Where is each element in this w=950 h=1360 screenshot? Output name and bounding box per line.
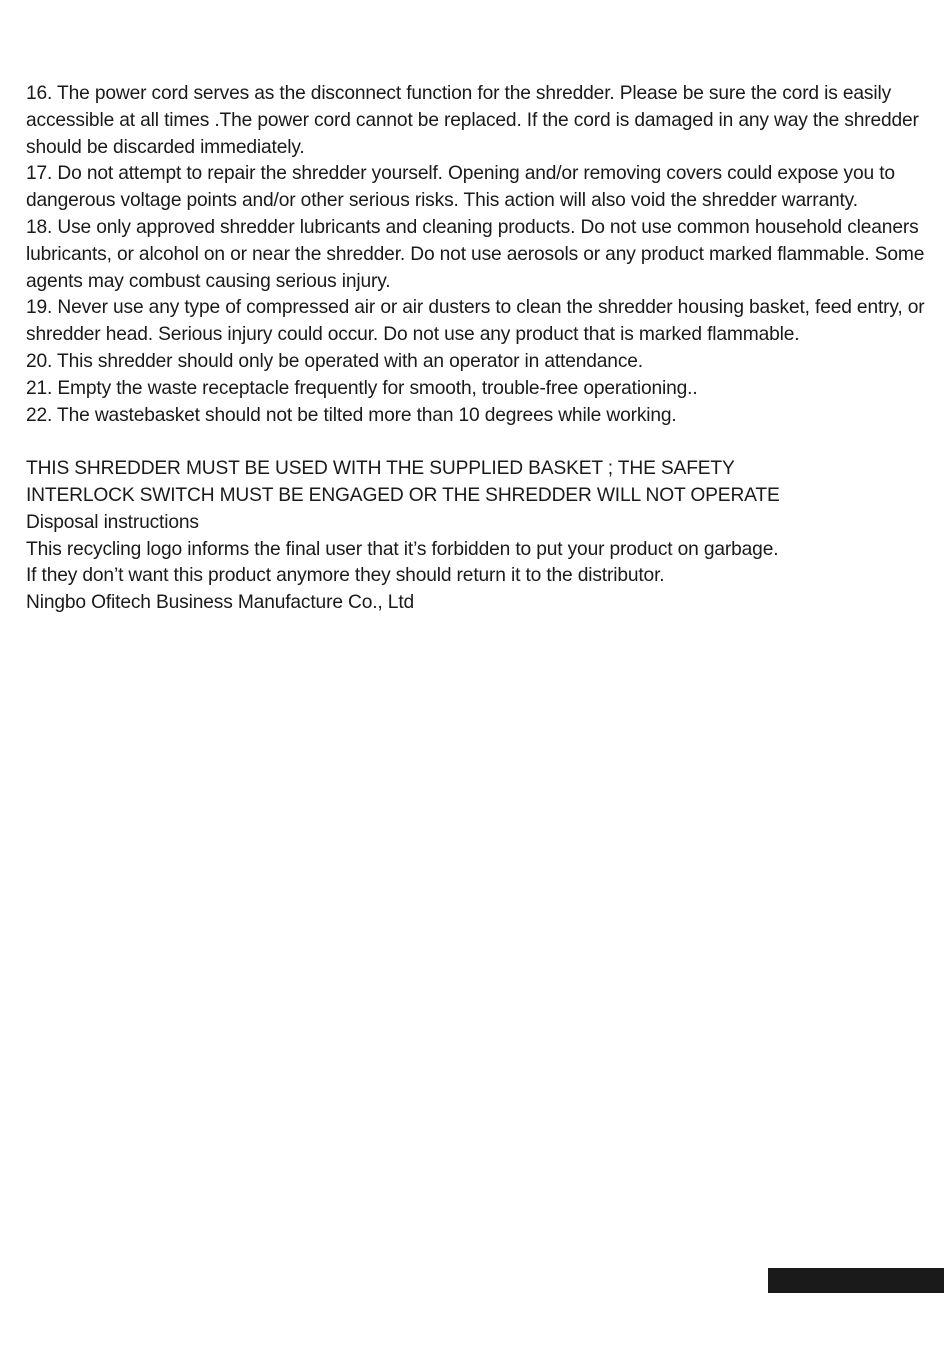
- company-name: Ningbo Ofitech Business Manufacture Co., Ltd: [26, 592, 415, 614]
- instruction-18: 18. Use only approved shredder lubricants and cleaning products. Do not use common household cleaners lubricants, or alcohol on or near the shredder. Do not use aerosols or any product marked flammable. Some agents may combust causing serious injury.: [26, 216, 925, 292]
- footer-bar: [768, 1268, 944, 1293]
- instruction-17: 17. Do not attempt to repair the shredder yourself. Opening and/or removing covers could expose you to dangerous voltage points and/or other serious risks. This action will also void the shredder warranty.: [26, 163, 895, 212]
- disposal-heading: Disposal instructions: [26, 511, 199, 533]
- safety-instructions-list: [26, 81, 941, 429]
- notices-section: [26, 456, 941, 617]
- instruction-22: 22. The wastebasket should not be tilted more than 10 degrees while working.: [26, 404, 677, 426]
- instruction-20: 20. This shredder should only be operated with an operator in attendance.: [26, 350, 643, 372]
- instruction-21: 21. Empty the waste receptacle frequently for smooth, trouble-free operationing..: [26, 377, 698, 399]
- instruction-16: 16. The power cord serves as the disconnect function for the shredder. Please be sure the cord is easily accessible at all times .The power cord cannot be replaced. If the cord is damaged in any way the shredder should be discarded immediately.: [26, 83, 919, 158]
- disposal-text-1: This recycling logo informs the final user that it’s forbidden to put your product on garbage.: [26, 538, 779, 560]
- safety-interlock-warning: THIS SHREDDER MUST BE USED WITH THE SUPPLIED BASKET ; THE SAFETY INTERLOCK SWITCH MUST BE ENGAGED OR THE SHREDDER WILL NOT OPERATE: [26, 458, 780, 506]
- manual-page: [26, 81, 941, 617]
- disposal-text-2: If they don’t want this product anymore they should return it to the distributor.: [26, 565, 665, 587]
- instruction-19: 19. Never use any type of compressed air or air dusters to clean the shredder housing basket, feed entry, or shredder head. Serious injury could occur. Do not use any product that is marked flammable.: [26, 297, 925, 346]
